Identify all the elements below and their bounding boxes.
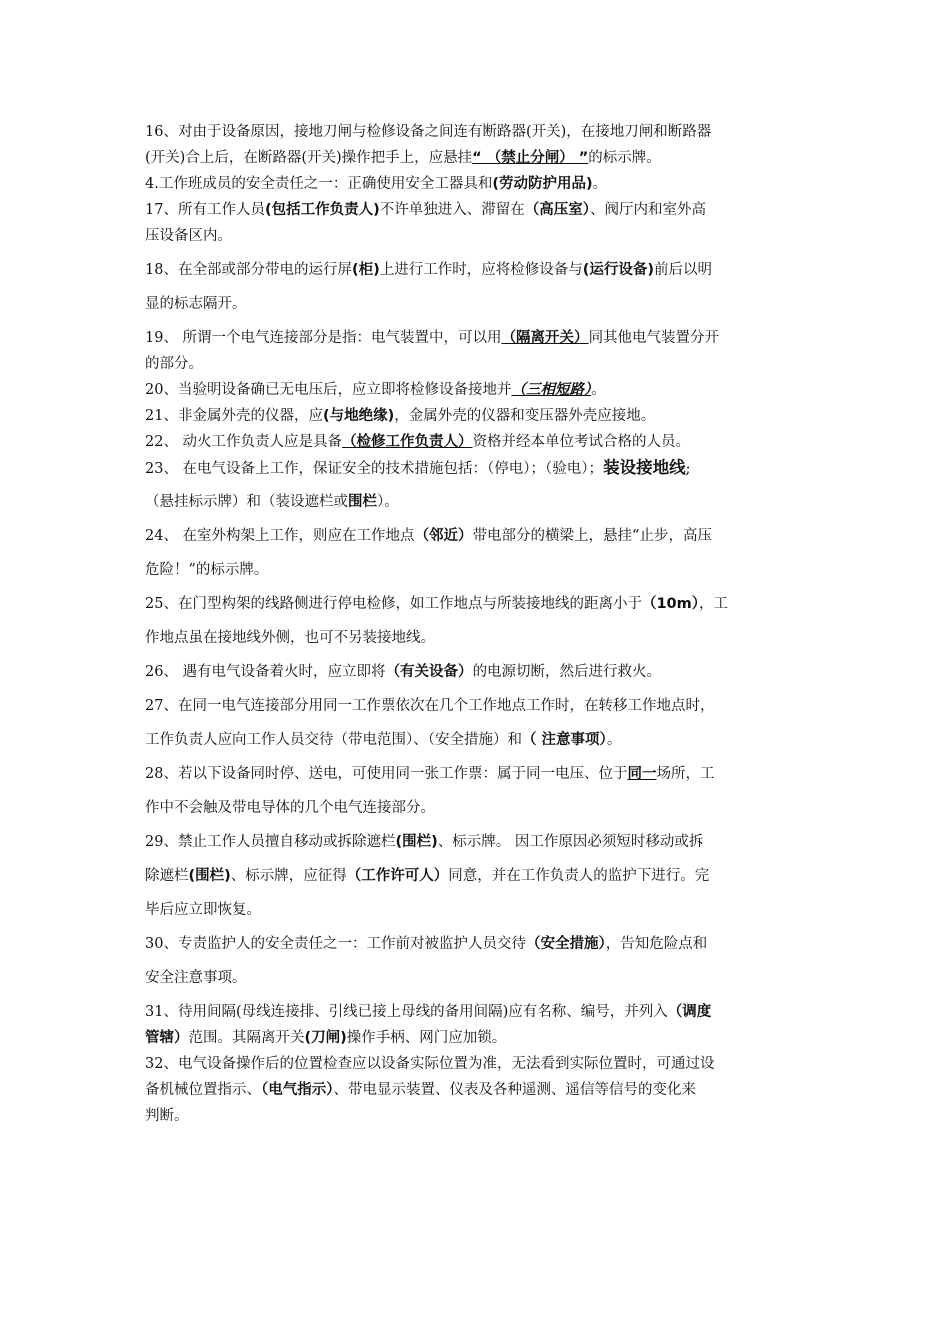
text-run: 23、 在电气设备上工作，保证安全的技术措施包括：（停电）；（验电）； — [145, 461, 604, 477]
question-26 — [145, 660, 810, 684]
answer-blank: (运行设备) — [582, 262, 654, 278]
question-20 — [145, 378, 810, 402]
question-22 — [145, 430, 810, 454]
text-line — [145, 966, 810, 990]
text-run: 危险！”的标示牌。 — [145, 562, 269, 578]
text-run: 上进行工作时，应将检修设备与 — [379, 262, 583, 278]
answer-blank: (围栏) — [188, 868, 231, 884]
text-run: 20、当验明设备确已无电压后，应立即将检修设备接地并 — [145, 382, 512, 398]
question-28 — [145, 762, 810, 820]
text-line — [145, 728, 810, 752]
text-run: 作地点虽在接地线外侧，也可不另装接地线。 — [145, 630, 435, 646]
text-run: （悬挂标示牌）和（装设遮栏或 — [145, 494, 348, 510]
question-24 — [145, 524, 810, 582]
answer-blank: （10m） — [641, 596, 699, 612]
text-run: 4.工作班成员的安全责任之一：正确使用安全工器具和 — [145, 176, 493, 192]
text-line — [145, 146, 810, 170]
text-run: 的部分。 — [145, 356, 203, 372]
text-run: ）。 — [377, 494, 399, 510]
text-line — [145, 258, 810, 282]
text-run: 的电源切断，然后进行救火。 — [472, 664, 662, 680]
text-line — [145, 198, 810, 222]
answer-blank: 装设接地线 — [603, 458, 686, 477]
question-32 — [145, 1052, 810, 1128]
text-run: 、带电显示装置、仪表及各种遥测、遥信等信号的变化来 — [333, 1082, 696, 1098]
answer-blank: 同一 — [627, 766, 657, 782]
text-run: 30、专责监护人的安全责任之一：工作前对被监护人员交待 — [145, 936, 526, 952]
answer-blank: （工作许可人） — [346, 868, 449, 884]
answer-blank: （隔离开关） — [501, 330, 589, 346]
text-run: 安全注意事项。 — [145, 970, 247, 986]
text-line — [145, 120, 810, 144]
text-line — [145, 352, 810, 376]
text-run: 同意，并在工作负责人的监护下进行。完 — [448, 868, 710, 884]
question-21 — [145, 404, 810, 428]
answer-blank: 围栏 — [348, 494, 377, 510]
text-run: 前后以明 — [653, 262, 712, 278]
answer-blank: (刀闸) — [304, 1030, 347, 1046]
question-4 — [145, 172, 810, 196]
text-line — [145, 592, 810, 616]
answer-blank: （邻近） — [414, 528, 473, 544]
text-run: 作中不会触及带电导体的几个电气连接部分。 — [145, 800, 435, 816]
text-run: 16、对由于设备原因，接地刀闸与检修设备之间连有断路器(开关)，在接地刀闸和断路器 — [145, 124, 712, 140]
question-23 — [145, 456, 810, 514]
text-line — [145, 524, 810, 548]
text-line — [145, 932, 810, 956]
answer-blank: （有关设备） — [385, 664, 473, 680]
answer-blank: （安全措施） — [525, 936, 606, 952]
text-run: 、标示牌，应征得 — [230, 868, 347, 884]
question-31 — [145, 1000, 810, 1050]
answer-blank: “ （禁止分闸） ” — [472, 150, 589, 166]
text-run: 毕后应立即恢复。 — [145, 902, 261, 918]
text-line — [145, 172, 810, 196]
text-line — [145, 1078, 810, 1102]
text-line — [145, 404, 810, 428]
document-page — [145, 120, 810, 1128]
text-run: 22、 动火工作负责人应是具备 — [145, 434, 343, 450]
text-line — [145, 1000, 810, 1024]
text-line — [145, 796, 810, 820]
text-line — [145, 490, 810, 514]
text-run: 18、在全部或部分带电的运行屏 — [145, 262, 352, 278]
question-18 — [145, 258, 810, 316]
text-line — [145, 1026, 810, 1050]
text-line — [145, 430, 810, 454]
text-line — [145, 762, 810, 786]
answer-blank: （三相短路） — [511, 382, 592, 398]
text-line — [145, 1052, 810, 1076]
text-run: 27、在同一电气连接部分用同一工作票依次在几个工作地点工作时，在转移工作地点时， — [145, 698, 715, 714]
text-run: 31、待用间隔(母线连接排、引线已接上母线的备用间隔)应有名称、编号，并列入 — [145, 1004, 668, 1020]
answer-blank: 管辖） — [145, 1030, 189, 1046]
text-run: 、标示牌。 因工作原因必须短时移动或拆 — [437, 834, 704, 850]
answer-blank: (劳动防护用品) — [492, 176, 593, 192]
text-run: 不许单独进入、滞留在 — [379, 202, 525, 218]
answer-blank: (包括工作负责人) — [264, 202, 380, 218]
text-run: 显的标志隔开。 — [145, 296, 247, 312]
question-16 — [145, 120, 810, 170]
text-run: ; — [685, 461, 691, 477]
text-line — [145, 1104, 810, 1128]
text-run: 判断。 — [145, 1108, 189, 1124]
text-line — [145, 626, 810, 650]
text-run: 带电部分的横梁上，悬挂“止步，高压 — [472, 528, 712, 544]
text-run: 场所，工 — [656, 766, 715, 782]
text-line — [145, 456, 810, 480]
text-line — [145, 224, 810, 248]
text-run: 24、 在室外构架上工作，则应在工作地点 — [145, 528, 415, 544]
text-run: 压设备区内。 — [145, 228, 232, 244]
text-run: (开关)合上后，在断路器(开关)操作把手上，应悬挂 — [145, 150, 473, 166]
text-run: 除遮栏 — [145, 868, 189, 884]
text-line — [145, 694, 810, 718]
answer-blank: (围栏) — [395, 834, 438, 850]
text-line — [145, 830, 810, 854]
text-run: 。 — [591, 382, 606, 398]
answer-blank: (与地绝缘) — [322, 408, 395, 424]
text-run: 17、所有工作人员 — [145, 202, 265, 218]
text-line — [145, 898, 810, 922]
text-run: 21、非金属外壳的仪器，应 — [145, 408, 323, 424]
text-line — [145, 660, 810, 684]
question-25 — [145, 592, 810, 650]
text-run: 。 — [592, 176, 608, 192]
text-run: 操作手柄、网门应加锁。 — [346, 1030, 507, 1046]
question-27 — [145, 694, 810, 752]
answer-blank: （ 注意事项） — [522, 732, 607, 748]
answer-blank: （检修工作负责人） — [342, 434, 473, 450]
text-run: 备机械位置指示、 — [145, 1082, 261, 1098]
question-29 — [145, 830, 810, 922]
text-line — [145, 326, 810, 350]
text-run: 资格并经本单位考试合格的人员。 — [472, 434, 691, 450]
text-run: 范围。其隔离开关 — [188, 1030, 305, 1046]
question-30 — [145, 932, 810, 990]
text-line — [145, 558, 810, 582]
text-line — [145, 292, 810, 316]
text-run: ，告知危险点和 — [605, 936, 708, 952]
answer-blank: （高压室） — [524, 202, 590, 218]
text-run: 28、若以下设备同时停、送电，可使用同一张工作票：属于同一电压、位于 — [145, 766, 628, 782]
text-run: 29、禁止工作人员擅自移动或拆除遮栏 — [145, 834, 396, 850]
text-run: 、阀厅内和室外高 — [589, 202, 706, 218]
text-line — [145, 864, 810, 888]
text-run: ，金属外壳的仪器和变压器外壳应接地。 — [394, 408, 656, 424]
question-17 — [145, 198, 810, 248]
text-run: 32、电气设备操作后的位置检查应以设备实际位置为准，无法看到实际位置时，可通过设 — [145, 1056, 715, 1072]
text-run: 同其他电气装置分开 — [588, 330, 720, 346]
text-run: 25、在门型构架的线路侧进行停电检修，如工作地点与所装接地线的距离小于 — [145, 596, 642, 612]
text-run: 工作负责人应向工作人员交待（带电范围）、（安全措施）和 — [145, 732, 522, 748]
text-run: 19、 所谓一个电气连接部分是指：电气装置中，可以用 — [145, 330, 502, 346]
answer-blank: （调度 — [667, 1004, 712, 1020]
answer-blank: (柜) — [351, 262, 380, 278]
text-run: 的标示牌。 — [588, 150, 661, 166]
text-run: ，工 — [699, 596, 728, 612]
text-run: 26、 遇有电气设备着火时，应立即将 — [145, 664, 386, 680]
answer-blank: （电气指示） — [261, 1082, 334, 1098]
text-line — [145, 378, 810, 402]
question-19 — [145, 326, 810, 376]
text-run: 。 — [606, 732, 622, 748]
